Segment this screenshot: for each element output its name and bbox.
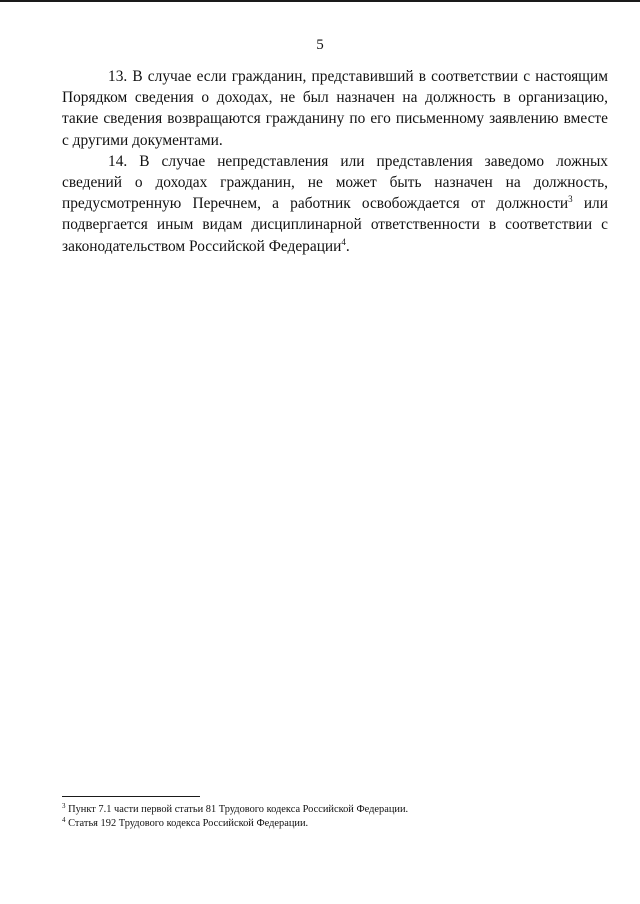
footnotes-section <box>62 803 608 831</box>
paragraph-14-text-part2: или подвергается иным видам дисциплинарной ответственности в соответствии с законодательством Российской Федерации <box>62 195 608 255</box>
footnote-3 <box>62 803 608 817</box>
paragraph-13: 13. В случае если гражданин, представивший в соответствии с настоящим Порядком сведения о доходах, не был назначен на должность в организацию, такие сведения возвращаются гражданину по его письменному заявлению вместе с другими документами. <box>62 68 608 149</box>
footnote-marker-3: 3 <box>62 802 66 810</box>
footnote-reference-4: 4 <box>341 236 346 247</box>
footnote-reference-3: 3 <box>568 194 573 205</box>
paragraph-14-text-part1: 14. В случае непредставления или представления заведомо ложных сведений о доходах гражданин, не может быть назначен на должность, предусмотренную Перечнем, а работник освобождается от должности <box>62 152 608 213</box>
footnote-separator <box>62 796 200 797</box>
page-number: 5 <box>316 37 324 53</box>
footnote-3-text: Пункт 7.1 части первой статьи 81 Трудового кодекса Российской Федерации. <box>65 804 409 815</box>
footnote-marker-4: 4 <box>62 816 66 824</box>
paragraph-14 <box>62 151 608 257</box>
paragraph-14-text-end: . <box>345 237 350 255</box>
scan-top-edge <box>0 0 640 2</box>
footnote-4-text: Статья 192 Трудового кодекса Российской Федерации. <box>65 818 309 829</box>
document-body <box>62 66 608 257</box>
footnote-4 <box>62 817 608 831</box>
